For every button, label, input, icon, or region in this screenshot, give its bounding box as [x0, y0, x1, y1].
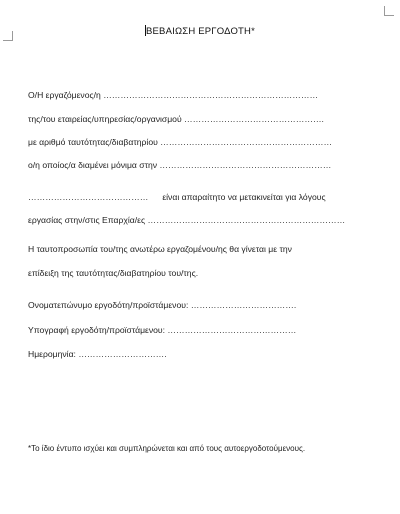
document-title-text: ΒΕΒΑΙΩΣΗ ΕΡΓΟΔΟΤΗ* [145, 26, 256, 37]
employee-name-line[interactable]: Ο/Η εργαζόμενος/η ………………………………………………………………… [28, 90, 319, 100]
document-title[interactable] [0, 25, 400, 37]
districts-line[interactable]: εργασίας στην/στις Επαρχία/ες …………………………………………………………… [28, 215, 346, 225]
identity-verification-line-2[interactable]: επίδειξη της ταυτότητας/διαβατηρίου του/της. [28, 268, 199, 278]
id-number-line[interactable]: με αριθμό ταυτότητας/διαβατηρίου …………………………………………………… [28, 137, 333, 147]
company-line[interactable]: της/του εταιρείας/υπηρεσίας/οργανισμού …………………………………………. [28, 114, 324, 124]
travel-necessity-text: είναι απαραίτητο να μετακινείται για λόγους [162, 192, 326, 202]
footnote[interactable]: *Το ίδιο έντυπο ισχύει και συμπληρώνεται και από τους αυτοεργοδοτούμενους. [28, 444, 306, 453]
crop-mark-top-right [384, 6, 394, 16]
residence-continued-line[interactable] [28, 192, 378, 202]
employer-name-line[interactable]: Ονοματεπώνυμο εργοδότη/προϊστάμενου: ………………………………. [28, 300, 297, 310]
identity-verification-line[interactable]: Η ταυτοπροσωπία του/της ανωτέρω εργαζομένου/ης θα γίνεται με την [28, 244, 292, 254]
date-line[interactable]: Ημερομηνία: …………………………. [28, 349, 167, 359]
employer-signature-line[interactable]: Υπογραφή εργοδότη/προϊστάμενου: ……………………………………… [28, 325, 297, 335]
residence-line[interactable]: ο/η οποίος/α διαμένει μόνιμα στην …………………………………………………… [28, 160, 332, 170]
residence-continued-blank: …………………………………… [28, 192, 149, 202]
